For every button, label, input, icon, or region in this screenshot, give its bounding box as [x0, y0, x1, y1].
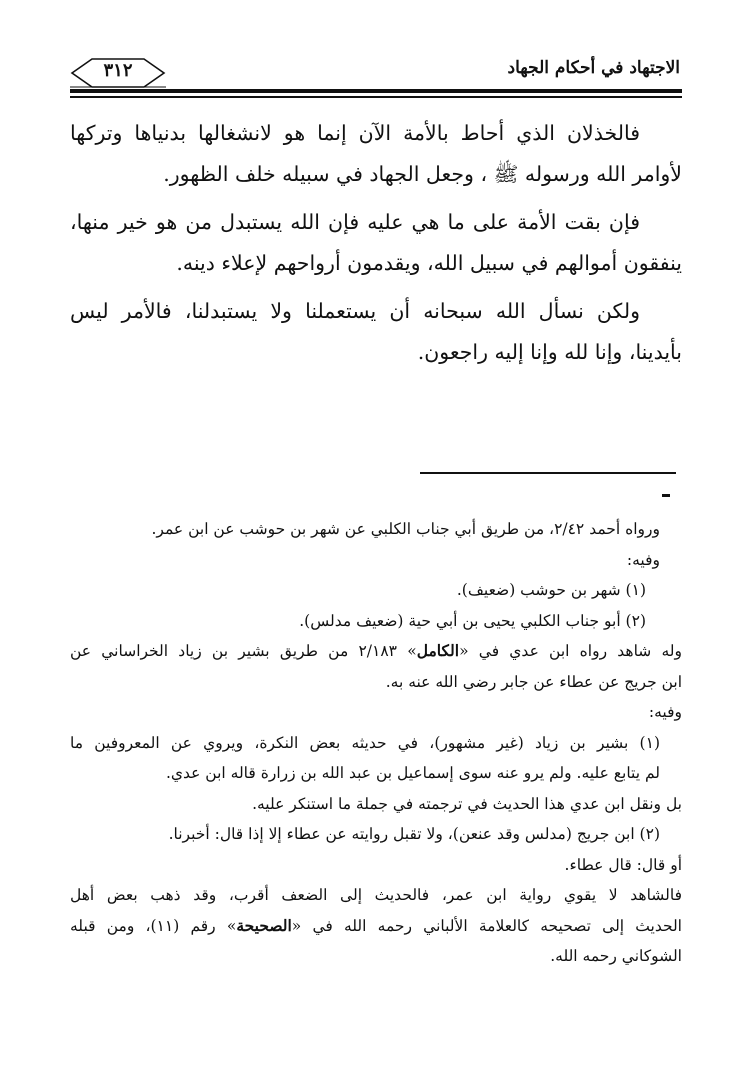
footnote-marker	[662, 494, 670, 497]
footnote-line: (١) شهر بن حوشب (ضعيف).	[456, 581, 646, 599]
footnote-line: بل ونقل ابن عدي هذا الحديث في ترجمته في جملة ما استنكر عليه.	[252, 794, 682, 813]
footnote-line: ابن جريج عن عطاء عن جابر رضي الله عنه به.	[385, 672, 682, 691]
footnote-line	[70, 911, 682, 942]
footnote-line: (٢) أبو جناب الكلبي يحيى بن أبي حية (ضعيف مدلس).	[299, 611, 646, 630]
page-header	[70, 56, 680, 92]
footnote-line: وفيه:	[648, 703, 682, 721]
header-rule-thick	[70, 89, 682, 93]
footnotes	[70, 514, 682, 972]
footnote-text: » رقم (١١)، ومن قبله	[70, 916, 237, 935]
footnote-line: لم يتابع عليه. ولم يرو عنه سوى إسماعيل بن عبد الله بن زرارة قاله ابن عدي.	[165, 764, 660, 782]
footnote-line: الشوكاني رحمه الله.	[550, 947, 682, 965]
paragraph: ولكن نسأل الله سبحانه أن يستعملنا ولا يستبدلنا، فالأمر ليس بأيدينا، وإنا لله وإنا إليه راجعون.	[70, 299, 682, 364]
footnote-line: فالشاهد لا يقوي رواية ابن عمر، فالحديث إلى الضعف أقرب، وقد ذهب بعض أهل	[70, 886, 682, 904]
footnote-line: وفيه:	[626, 550, 660, 569]
main-text	[70, 113, 682, 380]
footnote-text: » ٢/١٨٣ من طريق بشير بن زياد الخراساني عن	[70, 642, 417, 660]
footnote-separator	[420, 472, 676, 474]
running-title: الاجتهاد في أحكام الجهاد	[507, 58, 680, 78]
header-rule-thin	[70, 96, 682, 98]
paragraph: فالخذلان الذي أحاط بالأمة الآن إنما هو لانشغالها بدنياها وتركها لأوامر الله ورسوله ﷺ ، وجعل الجهاد في سبيله خلف الظهور.	[70, 121, 682, 186]
page-number-badge	[70, 56, 166, 90]
footnote-line	[70, 636, 682, 667]
book-title: الصحيحة	[236, 915, 292, 935]
book-title: الكامل	[416, 641, 460, 660]
paragraph: فإن بقت الأمة على ما هي عليه فإن الله يستبدل من هو خير منها، ينفقون أموالهم في سبيل الله، ويقدمون أرواحهم لإعلاء دينه.	[70, 210, 682, 275]
footnote-line: ورواه أحمد ٢/٤٢، من طريق أبي جناب الكلبي عن شهر بن حوشب عن ابن عمر.	[151, 520, 660, 538]
page-number: ٣١٢	[103, 60, 133, 81]
footnote-line: (١) بشير بن زياد (غير مشهور)، في حديثه بعض النكرة، ويروي عن المعروفين ما	[70, 733, 660, 752]
footnote-line: أو قال: قال عطاء.	[564, 855, 682, 874]
footnote-text: وله شاهد رواه ابن عدي في «	[459, 642, 683, 660]
footnote-line: (٢) ابن جريج (مدلس وقد عنعن)، ولا تقبل روايته عن عطاء إلا إذا قال: أخبرنا.	[168, 825, 660, 843]
footnote-text: الحديث إلى تصحيحه كالعلامة الألباني رحمه الله في «	[291, 916, 682, 935]
